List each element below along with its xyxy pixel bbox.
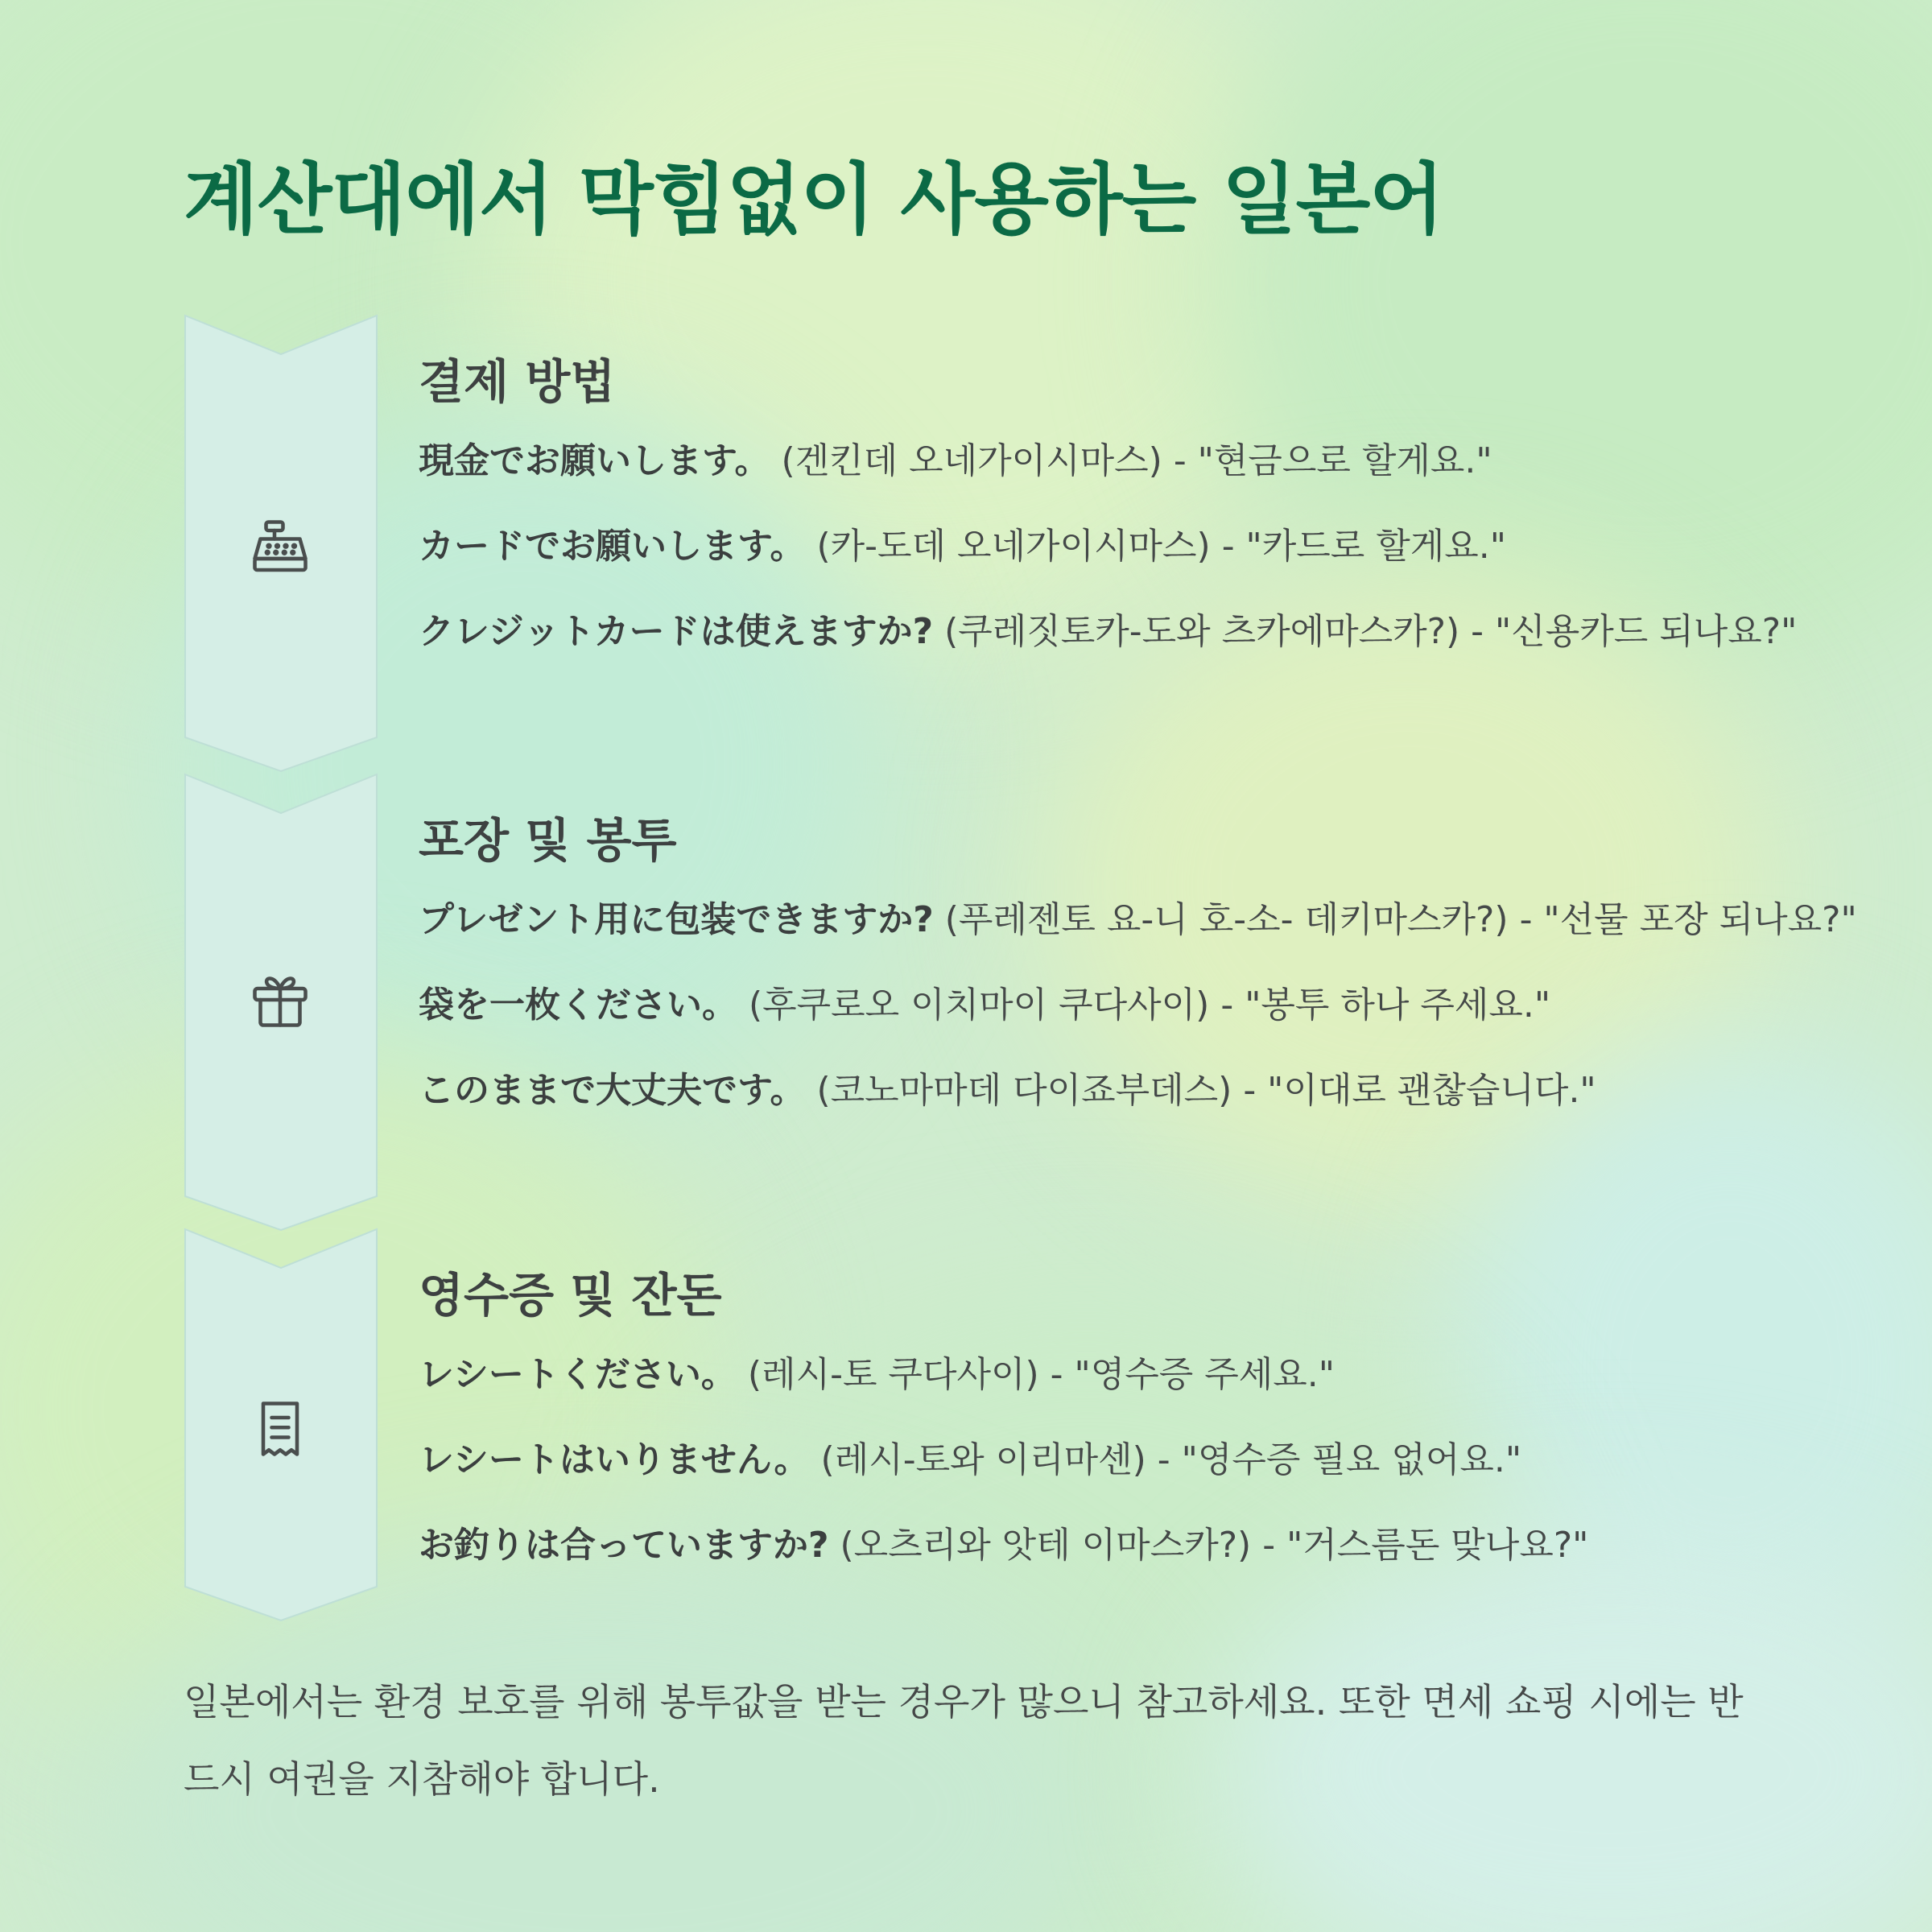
phrase-japanese: レシートください。 bbox=[419, 1354, 737, 1395]
phrase-reading: (겐킨데 오네가이시마스) - "현금으로 할게요." bbox=[770, 440, 1492, 481]
section-receipt bbox=[184, 1228, 1769, 1630]
cash-register-icon bbox=[246, 514, 314, 581]
phrase-item bbox=[419, 1514, 1932, 1576]
phrase-japanese: プレゼント用に包装できますか? bbox=[419, 899, 934, 940]
phrase-japanese: 現金でお願いします。 bbox=[419, 440, 770, 481]
gift-icon bbox=[246, 966, 314, 1034]
phrase-reading: (레시-토와 이리마센) - "영수증 필요 없어요." bbox=[809, 1439, 1522, 1480]
phrase-item bbox=[419, 974, 1932, 1036]
phrase-reading: (카-도데 오네가이시마스) - "카드로 할게요." bbox=[805, 526, 1507, 567]
phrase-item bbox=[419, 1429, 1932, 1491]
phrase-item bbox=[419, 515, 1932, 577]
phrase-reading: (레시-토 쿠다사이) - "영수증 주세요." bbox=[736, 1354, 1335, 1395]
phrase-reading: (오츠리와 앗테 이마스카?) - "거스름돈 맞나요?" bbox=[828, 1525, 1589, 1566]
phrase-reading: (후쿠로오 이치마이 쿠다사이) - "봉투 하나 주세요." bbox=[737, 985, 1551, 1026]
page-title: 계산대에서 막힘없이 사용하는 일본어 bbox=[184, 155, 1444, 245]
phrase-item bbox=[419, 601, 1932, 663]
phrase-item bbox=[419, 1344, 1932, 1406]
section-heading: 영수증 및 잔돈 bbox=[419, 1268, 722, 1323]
phrase-japanese: このままで大丈夫です。 bbox=[419, 1070, 806, 1111]
phrase-reading: (코노마마데 다이죠부데스) - "이대로 괜찮습니다." bbox=[805, 1070, 1596, 1111]
receipt-icon bbox=[246, 1395, 314, 1463]
phrase-item bbox=[419, 430, 1932, 492]
section-heading: 포장 및 봉투 bbox=[419, 813, 677, 868]
phrase-reading: (푸레젠토 요-니 호-소- 데키마스카?) - "선물 포장 되나요?" bbox=[933, 899, 1857, 940]
footer-note: 일본에서는 환경 보호를 위해 봉투값을 받는 경우가 많으니 참고하세요. 또한 면세 쇼핑 시에는 반드시 여권을 지참해야 합니다. bbox=[184, 1680, 1744, 1801]
section-payment bbox=[184, 314, 1798, 773]
phrase-japanese: レシートはいりません。 bbox=[419, 1439, 810, 1480]
phrase-japanese: カードでお願いします。 bbox=[419, 526, 806, 567]
phrase-item bbox=[419, 889, 1932, 951]
phrase-japanese: お釣りは合っていますか? bbox=[419, 1525, 829, 1566]
section-wrapping bbox=[184, 773, 1857, 1232]
phrase-reading: (쿠레짓토카-도와 츠카에마스카?) - "신용카드 되나요?" bbox=[933, 611, 1798, 652]
section-heading: 결제 방법 bbox=[419, 354, 616, 409]
phrase-item bbox=[419, 1059, 1932, 1121]
phrase-japanese: クレジットカードは使えますか? bbox=[419, 611, 934, 652]
phrase-japanese: 袋を一枚ください。 bbox=[419, 985, 737, 1026]
